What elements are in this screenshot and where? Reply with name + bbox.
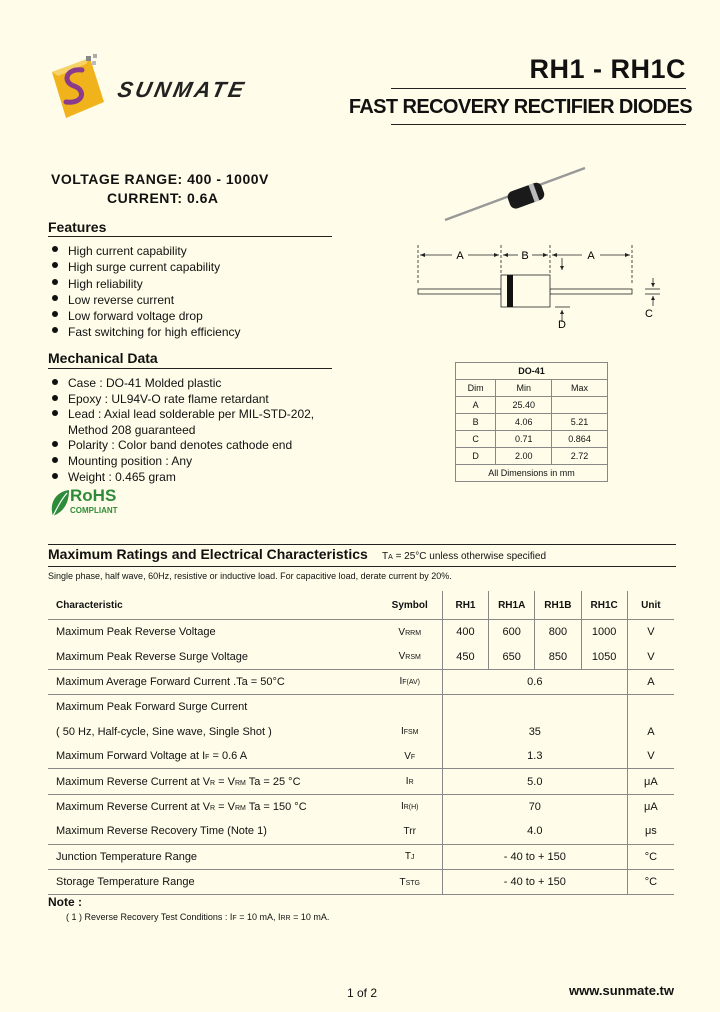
list-item: Method 208 guaranteed [68,422,196,437]
dim-cell: 25.40 [496,397,552,414]
list-item: Weight : 0.465 gram [48,470,314,486]
mechanical-title: Mechanical Data [48,350,158,366]
list-item: Lead : Axial lead solderable per MIL-STD-202, [48,407,314,423]
col-part: RH1A [489,591,535,620]
features-rule [48,236,332,237]
table-row: Maximum Peak Reverse Surge Voltage VRSM 450 650 850 1050 V [48,644,674,669]
ratings-table [48,591,674,895]
dim-cell: B [456,414,496,431]
table-row: Maximum Forward Voltage at IF = 0.6 A VF 1.3 V [48,744,674,769]
dim-cell [552,397,608,414]
dim-cell: A [456,397,496,414]
part-range-title: RH1 - RH1C [529,54,686,84]
page-number: 1 of 2 [347,986,378,1000]
mechanical-rule [48,368,332,369]
dim-label-a2: A [587,250,595,262]
mechanical-list [48,376,314,485]
diode-photo [440,160,590,225]
list-item: Case : DO-41 Molded plastic [48,376,314,392]
dim-header: Max [552,380,608,397]
dim-cell: 0.71 [496,431,552,448]
table-row: Maximum Peak Reverse Voltage VRRM 400 600 800 1000 V [48,620,674,645]
table-row: ( 50 Hz, Half-cycle, Sine wave, Single Shot ) IFSM 35 A [48,720,674,744]
dim-cell: 2.00 [496,448,552,465]
dim-cell: C [456,431,496,448]
ratings-note: Single phase, half wave, 60Hz, resistive or inductive load. For capacitive load, derate current by 20%. [48,571,452,581]
list-item: Mounting position : Any [48,454,314,470]
logo-mark-icon [52,54,104,118]
company-logo [44,50,274,130]
product-subtitle: FAST RECOVERY RECTIFIER DIODES [348,96,692,118]
dimension-table [455,362,608,482]
table-row: Maximum Reverse Recovery Time (Note 1) Trr 4.0 μs [48,819,674,844]
col-part: RH1C [581,591,627,620]
header-rule [391,88,686,89]
table-row: Maximum Average Forward Current .Ta = 50°C IF(AV) 0.6 A [48,669,674,694]
dim-cell: 2.72 [552,448,608,465]
features-title: Features [48,219,107,235]
dim-table-title: DO-41 [456,363,608,380]
current-rating: CURRENT: 0.6A [107,190,219,206]
list-item: High current capability [48,243,241,259]
list-item: Epoxy : UL94V-O rate flame retardant [48,392,314,408]
dim-label-b: B [521,250,529,262]
dim-cell: 0.864 [552,431,608,448]
dim-table-footer: All Dimensions in mm [456,465,608,482]
ratings-condition: TA = 25°C unless otherwise specified [382,551,547,562]
table-row: Maximum Reverse Current at VR = VRM Ta = 150 °C IR(H) 70 μA [48,794,674,819]
note-text: ( 1 ) Reverse Recovery Test Conditions : IF = 10 mA, IRR = 10 mA. [66,912,330,922]
ratings-title: Maximum Ratings and Electrical Characteristics [48,546,368,562]
col-part: RH1B [535,591,581,620]
table-row: Junction Temperature Range TJ - 40 to + 150 °C [48,844,674,869]
dim-header: Min [496,380,552,397]
leaf-icon [49,488,71,518]
table-row: Maximum Reverse Current at VR = VRM Ta = 25 °C IR 5.0 μA [48,769,674,794]
col-unit: Unit [627,591,674,620]
voltage-range: VOLTAGE RANGE: 400 - 1000V [51,171,269,187]
header-rule-2 [391,124,686,125]
dim-label-c: C [645,308,653,320]
dim-cell: 4.06 [496,414,552,431]
dim-label-d: D [558,319,566,331]
list-item: Polarity : Color band denotes cathode end [48,438,314,454]
outline-diagram [410,240,670,335]
ratings-title-rule [48,566,676,567]
dim-cell: D [456,448,496,465]
col-characteristic: Characteristic [56,599,123,611]
ratings-top-rule [48,544,676,545]
rohs-text: RoHS [70,486,117,505]
col-symbol: Symbol [391,599,428,611]
list-item: High reliability [48,276,241,292]
list-item: Low forward voltage drop [48,308,241,324]
brand-name: SUNMATE [115,77,249,102]
dim-header: Dim [456,380,496,397]
dim-label-a: A [456,250,464,262]
table-row: Maximum Peak Forward Surge Current [48,695,674,720]
list-item: Fast switching for high efficiency [48,324,241,340]
list-item: High surge current capability [48,259,241,275]
features-list [48,243,241,341]
list-item: Low reverse current [48,292,241,308]
col-part: RH1 [442,591,488,620]
table-row: Storage Temperature Range TSTG - 40 to + 150 °C [48,869,674,894]
website-link[interactable]: www.sunmate.tw [569,983,674,998]
notes-title: Note : [48,895,82,909]
rohs-compliant: COMPLIANT [70,506,118,515]
dim-cell: 5.21 [552,414,608,431]
